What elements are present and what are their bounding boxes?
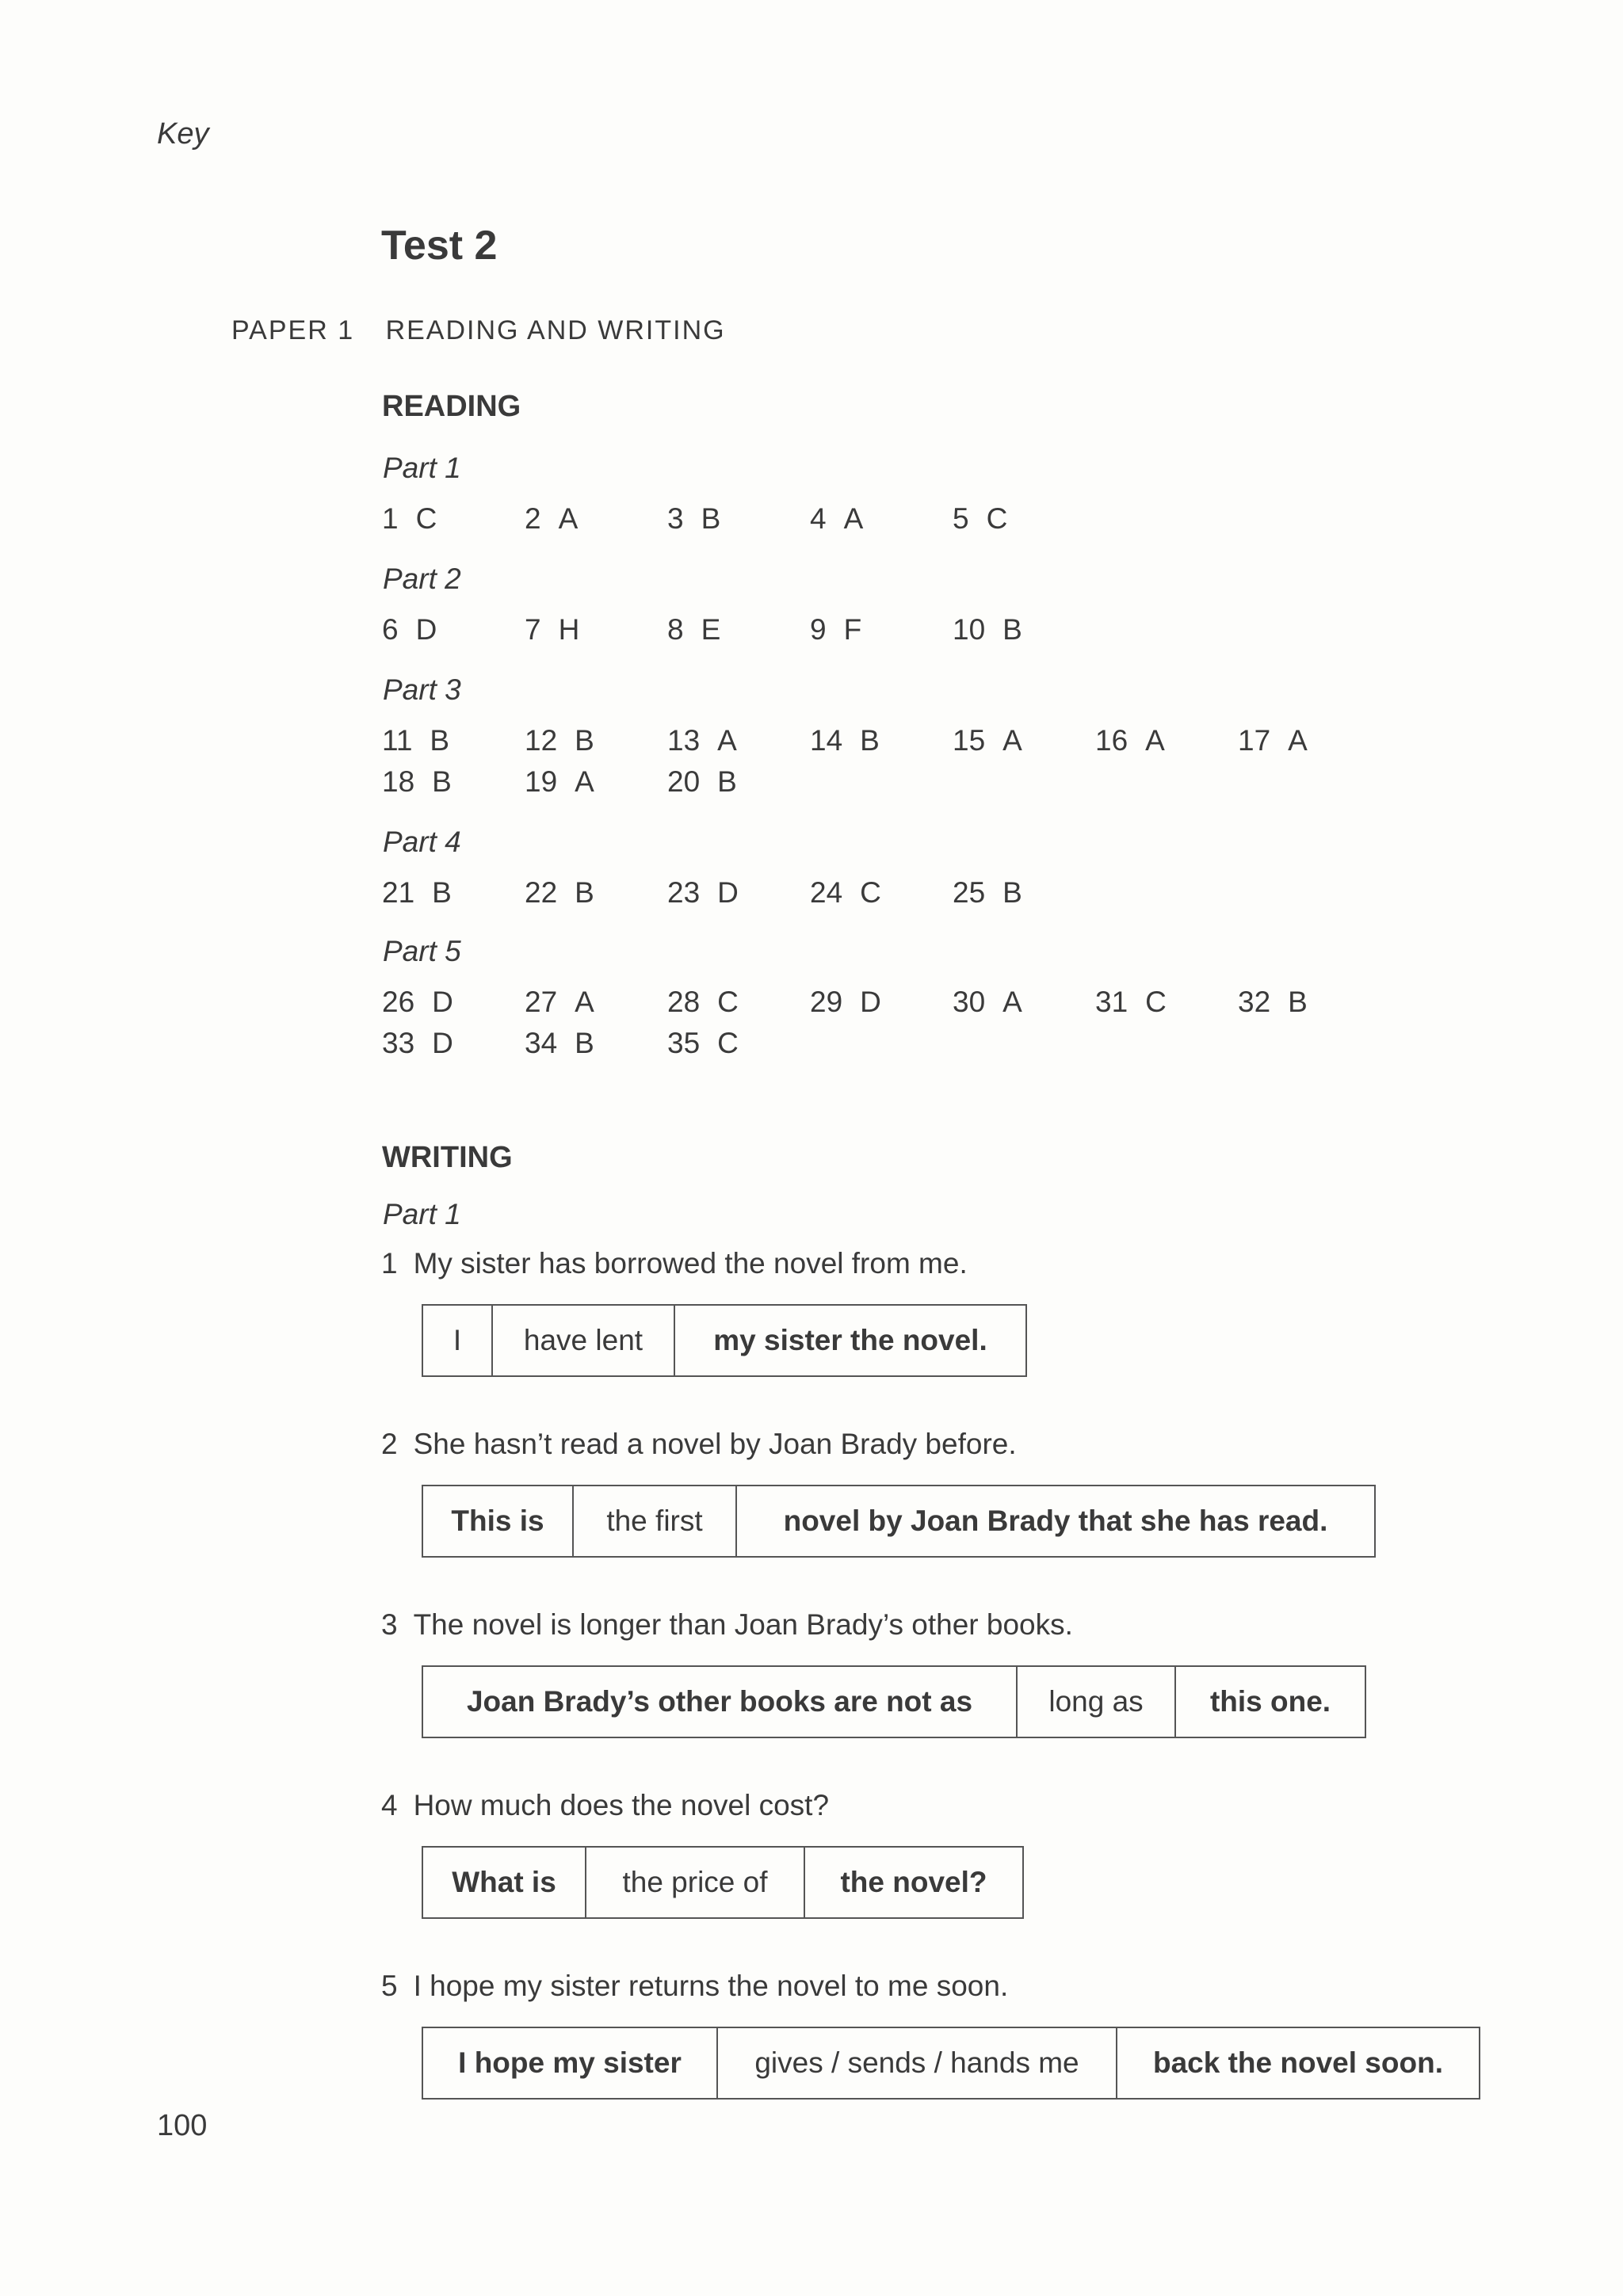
answer-letter: H (558, 613, 580, 646)
answer-number: 8 (667, 613, 684, 646)
question-sentence: The novel is longer than Joan Brady’s other books. (413, 1608, 1073, 1641)
writing-question (381, 1789, 829, 1822)
answer-cell: What is (452, 1866, 556, 1898)
answer-number: 3 (667, 502, 684, 535)
answer-letter: B (575, 724, 594, 757)
answer-letter: A (843, 502, 864, 535)
answer-cell: I (453, 1324, 462, 1356)
answer-item (667, 724, 737, 757)
answer-number: 29 (810, 986, 843, 1018)
answer-letter: B (1002, 876, 1022, 909)
answer-item (525, 986, 594, 1019)
question-sentence: She hasn’t read a novel by Joan Brady before. (413, 1428, 1017, 1460)
answer-number: 4 (810, 502, 827, 535)
question-number: 3 (381, 1608, 398, 1641)
question-number: 2 (381, 1428, 398, 1460)
answer-number: 35 (667, 1027, 701, 1059)
reading-heading: READING (382, 390, 521, 423)
answer-letter: A (717, 724, 737, 757)
answer-number: 24 (810, 876, 843, 909)
answer-cell: the novel? (804, 1848, 1022, 1917)
answer-number: 2 (525, 502, 541, 535)
answer-number: 33 (382, 1027, 415, 1059)
reading-part-label: Part 4 (383, 826, 461, 858)
answer-number: 1 (382, 502, 399, 535)
answer-cell-given: gives / sends / hands me (716, 2028, 1116, 2098)
answer-letter: B (575, 1027, 594, 1059)
answer-number: 10 (953, 613, 986, 646)
answer-item (1095, 724, 1165, 757)
answer-item (667, 613, 720, 646)
answer-letter: A (1002, 986, 1022, 1018)
answer-number: 32 (1238, 986, 1271, 1018)
answer-number: 25 (953, 876, 986, 909)
answer-letter: C (415, 502, 437, 535)
answer-number: 30 (953, 986, 986, 1018)
answer-box (422, 2027, 1480, 2100)
answer-number: 31 (1095, 986, 1128, 1018)
answer-item (382, 876, 452, 910)
answer-cell-given: long as (1016, 1667, 1174, 1737)
answer-item (810, 876, 881, 910)
answer-number: 14 (810, 724, 843, 757)
question-sentence: I hope my sister returns the novel to me soon. (413, 1970, 1009, 2002)
answer-number: 34 (525, 1027, 558, 1059)
answer-number: 28 (667, 986, 701, 1018)
answer-cell: I hope my sister (458, 2046, 682, 2079)
answer-letter: C (717, 1027, 739, 1059)
answer-item (1095, 986, 1167, 1019)
answer-item (382, 502, 437, 536)
answer-cell: this one. (1174, 1667, 1365, 1737)
answer-letter: B (1002, 613, 1022, 646)
answer-item (953, 613, 1022, 646)
answer-item (667, 765, 737, 799)
writing-question (381, 1608, 1073, 1642)
answer-letter: B (430, 724, 450, 757)
answer-item (953, 724, 1022, 757)
answer-item (382, 986, 453, 1019)
answer-box (422, 1665, 1366, 1738)
answer-item (382, 724, 449, 757)
answer-letter: A (1002, 724, 1022, 757)
answer-item (953, 502, 1007, 536)
answer-number: 6 (382, 613, 399, 646)
question-number: 5 (381, 1970, 398, 2002)
answer-letter: D (432, 986, 453, 1018)
answer-item (525, 724, 594, 757)
answer-letter: B (1288, 986, 1308, 1018)
question-sentence: How much does the novel cost? (413, 1789, 830, 1821)
answer-letter: A (575, 765, 594, 798)
header-key-label: Key (157, 117, 209, 151)
page-number: 100 (157, 2109, 208, 2142)
answer-letter: D (415, 613, 437, 646)
paper-label: PAPER 1 (231, 315, 355, 345)
answer-letter: D (860, 986, 881, 1018)
answer-box (422, 1485, 1376, 1558)
answer-box (422, 1304, 1027, 1377)
answer-letter: B (432, 765, 452, 798)
answer-number: 15 (953, 724, 986, 757)
answer-box (422, 1846, 1024, 1919)
reading-part-label: Part 3 (383, 673, 461, 706)
writing-question (381, 1428, 1017, 1461)
answer-cell: my sister the novel. (674, 1306, 1025, 1375)
reading-part-label: Part 2 (383, 563, 461, 595)
writing-heading: WRITING (382, 1141, 513, 1174)
answer-number: 22 (525, 876, 558, 909)
answer-item (382, 1027, 453, 1060)
answer-item (382, 613, 437, 646)
question-number: 1 (381, 1247, 398, 1280)
answer-number: 18 (382, 765, 415, 798)
answer-item (525, 1027, 594, 1060)
answer-letter: A (575, 986, 594, 1018)
answer-letter: E (701, 613, 721, 646)
answer-item (525, 876, 594, 910)
answer-letter: A (1288, 724, 1308, 757)
answer-letter: C (717, 986, 739, 1018)
answer-number: 19 (525, 765, 558, 798)
answer-item (953, 986, 1022, 1019)
answer-letter: A (558, 502, 579, 535)
paper-section: READING AND WRITING (385, 315, 726, 345)
answer-cell: back the novel soon. (1116, 2028, 1479, 2098)
answer-number: 27 (525, 986, 558, 1018)
answer-number: 7 (525, 613, 541, 646)
answer-number: 5 (953, 502, 969, 535)
answer-number: 11 (382, 724, 413, 757)
answer-number: 21 (382, 876, 415, 909)
answer-item (1238, 724, 1308, 757)
answer-number: 13 (667, 724, 701, 757)
answer-item (525, 765, 594, 799)
answer-cell-given: have lent (491, 1306, 674, 1375)
answer-item (667, 1027, 739, 1060)
answer-item (810, 986, 881, 1019)
answer-item (810, 502, 863, 536)
answer-letter: D (432, 1027, 453, 1059)
answer-item (1238, 986, 1308, 1019)
answer-item (667, 876, 739, 910)
answer-letter: C (1145, 986, 1167, 1018)
answer-item (810, 724, 880, 757)
answer-number: 23 (667, 876, 701, 909)
answer-letter: B (432, 876, 452, 909)
answer-letter: F (843, 613, 862, 646)
writing-question (381, 1247, 968, 1280)
answer-number: 16 (1095, 724, 1128, 757)
answer-letter: B (860, 724, 880, 757)
reading-part-label: Part 5 (383, 935, 461, 967)
answer-cell: Joan Brady’s other books are not as (466, 1685, 973, 1718)
answer-item (953, 876, 1022, 910)
answer-number: 17 (1238, 724, 1271, 757)
answer-item (667, 986, 739, 1019)
answer-letter: B (717, 765, 737, 798)
writing-question (381, 1970, 1008, 2003)
answer-number: 26 (382, 986, 415, 1018)
answer-item (667, 502, 720, 536)
answer-cell: This is (451, 1505, 544, 1537)
answer-letter: D (717, 876, 739, 909)
answer-item (810, 613, 861, 646)
answer-letter: C (860, 876, 881, 909)
answer-letter: B (575, 876, 594, 909)
question-sentence: My sister has borrowed the novel from me. (413, 1247, 968, 1280)
answer-number: 12 (525, 724, 558, 757)
answer-cell-given: the first (572, 1486, 735, 1556)
answer-item (382, 765, 452, 799)
answer-number: 9 (810, 613, 827, 646)
answer-letter: C (986, 502, 1008, 535)
question-number: 4 (381, 1789, 398, 1821)
writing-part-label: Part 1 (383, 1198, 461, 1230)
paper-line (231, 315, 726, 346)
answer-letter: A (1145, 724, 1165, 757)
test-title: Test 2 (381, 223, 498, 269)
answer-cell-given: the price of (585, 1848, 804, 1917)
answer-letter: B (701, 502, 721, 535)
answer-item (525, 613, 579, 646)
answer-cell: novel by Joan Brady that she has read. (735, 1486, 1374, 1556)
reading-part-label: Part 1 (383, 452, 461, 484)
answer-item (525, 502, 578, 536)
answer-number: 20 (667, 765, 701, 798)
